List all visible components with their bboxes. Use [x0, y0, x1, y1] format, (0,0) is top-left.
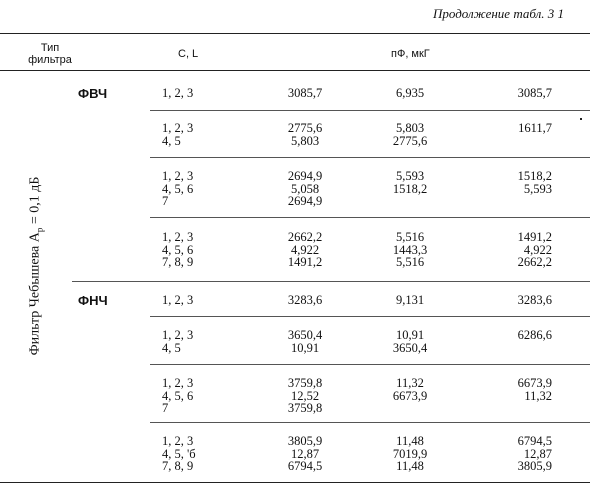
cell-elements: 1, 2, 3 4, 5 [162, 328, 194, 355]
row-divider [150, 422, 590, 423]
filter-type-label-text: Фильтр Чебышева $A_р = 0,1$ дБ [27, 176, 45, 356]
cell-value-2: 11,48 7019,9 11,48 [392, 434, 428, 473]
cell-value-3: 6794,5 12,87 3805,9 [517, 434, 552, 473]
row-divider [150, 364, 590, 365]
cell-elements: 1, 2, 3 4, 5, 'б 7, 8, 9 [162, 434, 196, 473]
cell-value-3: 1611,7 [518, 121, 552, 135]
cell-value-2: 6,935 [395, 86, 425, 100]
cell-value-2: 5,803 2775,6 [392, 121, 428, 148]
table-continuation-caption: Продолжение табл. 3 1 [433, 6, 564, 21]
print-speck [580, 118, 582, 120]
row-divider [150, 217, 590, 218]
group-label-lpf: ФНЧ [78, 293, 108, 308]
cell-elements: 1, 2, 3 4, 5, 6 7 [162, 376, 194, 415]
cell-value-1: 2775,6 5,803 [287, 121, 323, 148]
row-divider [150, 157, 590, 158]
cell-elements: 1, 2, 3 [162, 86, 194, 100]
cell-value-2: 9,131 [395, 293, 425, 307]
group-divider [72, 281, 590, 282]
cell-elements: 1, 2, 3 4, 5 [162, 121, 194, 148]
units-header: пФ, мкГ [391, 48, 430, 60]
cell-elements: 1, 2, 3 4, 5, 6 7 [162, 169, 194, 208]
filter-type-header-line2: фильтра [28, 54, 72, 66]
cell-value-3: 3085,7 [517, 86, 552, 100]
cell-value-1: 3283,6 [287, 293, 323, 307]
group-label-hpf: ФВЧ [78, 86, 108, 101]
cell-value-3: 3283,6 [517, 293, 552, 307]
cell-value-3: 6673,9 11,32 [517, 376, 552, 403]
filter-type-header-line1: Тип [40, 42, 60, 54]
row-divider [150, 316, 590, 317]
cell-value-1: 3085,7 [287, 86, 323, 100]
cell-value-1: 3805,9 12,87 6794,5 [287, 434, 323, 473]
cell-value-2: 5,593 1518,2 [392, 169, 428, 196]
cell-value-1: 3650,4 10,91 [287, 328, 323, 355]
cell-value-2: 10,91 3650,4 [392, 328, 428, 355]
row-divider [150, 110, 590, 111]
cell-value-3: 1491,2 4,922 2662,2 [517, 230, 552, 269]
header-rule [0, 70, 590, 71]
cell-value-1: 2662,2 4,922 1491,2 [287, 230, 323, 269]
filter-type-header [28, 42, 72, 66]
cell-elements: 1, 2, 3 [162, 293, 194, 307]
cell-value-2: 11,32 6673,9 [392, 376, 428, 403]
cell-elements: 1, 2, 3 4, 5, 6 7, 8, 9 [162, 230, 194, 269]
cell-value-3: 6286,6 [517, 328, 552, 342]
top-rule [0, 33, 590, 34]
cell-value-3: 1518,2 5,593 [517, 169, 552, 196]
cell-value-2: 5,516 1443,3 5,516 [392, 230, 428, 269]
cell-value-1: 3759,8 12,52 3759,8 [287, 376, 323, 415]
bottom-rule [0, 482, 590, 483]
cl-header: C, L [178, 48, 199, 60]
cell-value-1: 2694,9 5,058 2694,9 [287, 169, 323, 208]
